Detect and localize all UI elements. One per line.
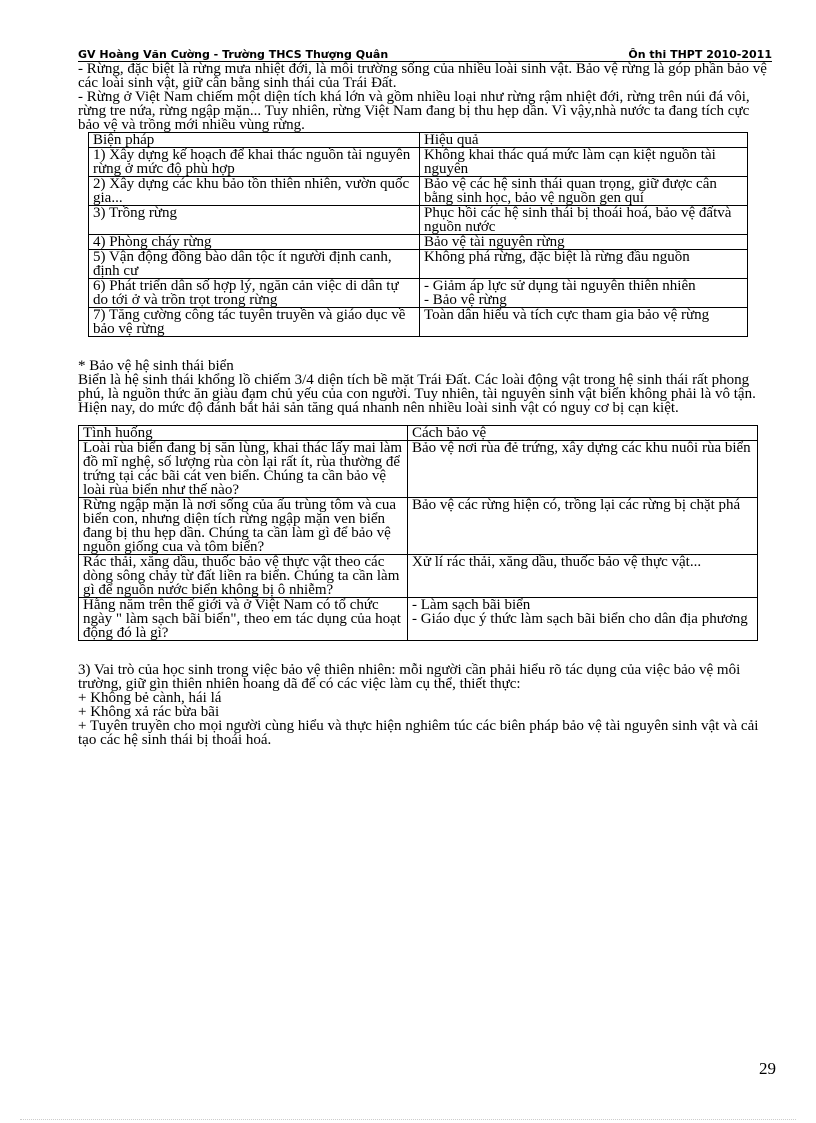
table-cell: Loài rùa biển đang bị săn lùng, khai thác lấy mai làm đồ mĩ nghệ, số lượng rùa còn lại rất ít, rùa thường để trứng tại các bãi cát ven biển. Chúng ta cần bảo vệ loài rùa biển như thế nào? xyxy=(79,441,408,498)
table-cell: - Giảm áp lực sử dụng tài nguyên thiên nhiên - Bảo vệ rừng xyxy=(420,279,748,308)
table-cell: Rừng ngập mặn là nơi sống của ấu trùng tôm và cua biển con, nhưng diện tích rừng ngập mặn ven biển đang bị thu hẹp dần. Chúng ta cần làm gì để bảo vệ nguồn giống cua và tôm biển? xyxy=(79,498,408,555)
table-cell: 2) Xây dựng các khu bảo tồn thiên nhiên, vườn quốc gia... xyxy=(89,177,420,206)
column-header: Hiệu quả xyxy=(420,133,748,148)
role-section xyxy=(78,663,772,747)
header-author: GV Hoàng Văn Cường - Trường THCS Thượng Quân xyxy=(78,48,389,61)
page-number: 29 xyxy=(759,1059,776,1078)
header-course: Ôn thi THPT 2010-2011 xyxy=(628,48,772,61)
table-row xyxy=(89,279,748,308)
table-cell: Bảo vệ nơi rùa đẻ trứng, xây dựng các khu nuôi rùa biển xyxy=(408,441,758,498)
table-row xyxy=(89,235,748,250)
intro-paragraph-1: - Rừng, đặc biệt là rừng mưa nhiệt đới, là môi trường sống của nhiều loài sinh vật. Bảo vệ rừng là góp phần bảo vệ các loài sinh vật, giữ cân bằng sinh thái của Trái Đất. xyxy=(78,61,767,91)
table-row xyxy=(89,177,748,206)
table-cell: 4) Phòng cháy rừng xyxy=(89,235,420,250)
table-row xyxy=(79,498,758,555)
column-header: Biện pháp xyxy=(89,133,420,148)
table-cell: 5) Vận động đồng bào dân tộc ít người định canh, định cư xyxy=(89,250,420,279)
table-cell: 6) Phát triển dân số hợp lý, ngăn cản việc di dân tự do tới ở và trồn trọt trong rừng xyxy=(89,279,420,308)
table-cell: 7) Tăng cường công tác tuyên truyền và giáo dục về bảo vệ rừng xyxy=(89,308,420,337)
table-cell: Không khai thác quá mức làm cạn kiệt nguồn tài nguyên xyxy=(420,148,748,177)
document-page xyxy=(78,48,772,747)
table-row xyxy=(89,250,748,279)
table-cell: Bảo vệ các hệ sinh thái quan trọng, giữ được cân bằng sinh học, bảo vệ nguồn gen quí xyxy=(420,177,748,206)
page-header xyxy=(78,48,772,62)
list-item: + Không bẻ cành, hái lá xyxy=(78,690,222,706)
table-cell: Bảo vệ các rừng hiện có, trồng lại các rừng bị chặt phá xyxy=(408,498,758,555)
page-bottom-divider xyxy=(20,1119,796,1120)
table-row xyxy=(79,441,758,498)
section-heading: * Bảo vệ hệ sinh thái biển xyxy=(78,358,234,374)
forest-measures-table xyxy=(88,132,748,337)
column-header: Tình huống xyxy=(79,426,408,441)
sea-section xyxy=(78,359,772,415)
table-cell: Rác thải, xăng dầu, thuốc bảo vệ thực vật theo các dòng sông chảy từ đất liền ra biển. Chúng ta cần làm gì để nguồn nước biển không bị ô nhiễm? xyxy=(79,555,408,598)
sea-paragraph: Biển là hệ sinh thái khổng lồ chiếm 3/4 diện tích bề mặt Trái Đất. Các loài động vật trong hệ sinh thái rất phong phú, là nguồn thức ăn giàu đạm chủ yếu của con người. Tuy nhiên, tài nguyên sinh vật biển không phải là vô tận. Hiện nay, do mức độ đánh bắt hải sản tăng quá nhanh nên nhiều loài sinh vật có nguy cơ bị cạn kiệt. xyxy=(78,372,756,416)
table-cell: 3) Trồng rừng xyxy=(89,206,420,235)
table-header-row xyxy=(79,426,758,441)
list-item: + Tuyên truyền cho mọi người cùng hiểu và thực hiện nghiêm túc các biên pháp bảo vệ tài nguyên sinh vật và cải tạo các hệ sinh thái bị thoái hoá. xyxy=(78,718,759,748)
table-cell: Bảo vệ tài nguyên rừng xyxy=(420,235,748,250)
table-cell: Toàn dân hiểu và tích cực tham gia bảo vệ rừng xyxy=(420,308,748,337)
role-paragraph: 3) Vai trò của học sinh trong việc bảo vệ thiên nhiên: mỗi người cần phải hiểu rõ tác dụng của việc bảo vệ môi trường, giữ gìn thiên nhiên hoang dã để có các việc làm cụ thể, thiết thực: xyxy=(78,662,741,692)
intro-paragraph-2: - Rừng ở Việt Nam chiếm một diện tích khá lớn và gồm nhiều loại như rừng rậm nhiệt đới, rừng trên núi đá vôi, rừng tre nứa, rừng ngập mặn... Tuy nhiên, rừng Việt Nam đang bị thu hẹp dần. Vì vậy,nhà nước ta đang tích cực bảo vệ và trồng mới nhiều vùng rừng. xyxy=(78,89,750,133)
list-item: + Không xả rác bừa bãi xyxy=(78,704,220,720)
table-row xyxy=(79,598,758,641)
column-header: Cách bảo vệ xyxy=(408,426,758,441)
table-cell: Xử lí rác thải, xăng dầu, thuốc bảo vệ thực vật... xyxy=(408,555,758,598)
table-cell: Không phá rừng, đặc biệt là rừng đầu nguồn xyxy=(420,250,748,279)
table-cell: Hằng năm trên thế giới và ở Việt Nam có tổ chức ngày " làm sạch bãi biển", theo em tác dụng của hoạt động đó là gì? xyxy=(79,598,408,641)
table-row xyxy=(89,148,748,177)
table-cell: Phục hồi các hệ sinh thái bị thoái hoá, bảo vệ đấtvà nguồn nước xyxy=(420,206,748,235)
table-row xyxy=(79,555,758,598)
sea-situations-table xyxy=(78,425,758,641)
table-cell: - Làm sạch bãi biển - Giáo dục ý thức làm sạch bãi biển cho dân địa phương xyxy=(408,598,758,641)
table-row xyxy=(89,308,748,337)
table-row xyxy=(89,206,748,235)
table-header-row xyxy=(89,133,748,148)
table-cell: 1) Xây dựng kế hoạch để khai thác nguồn tài nguyên rừng ở mức độ phù hợp xyxy=(89,148,420,177)
